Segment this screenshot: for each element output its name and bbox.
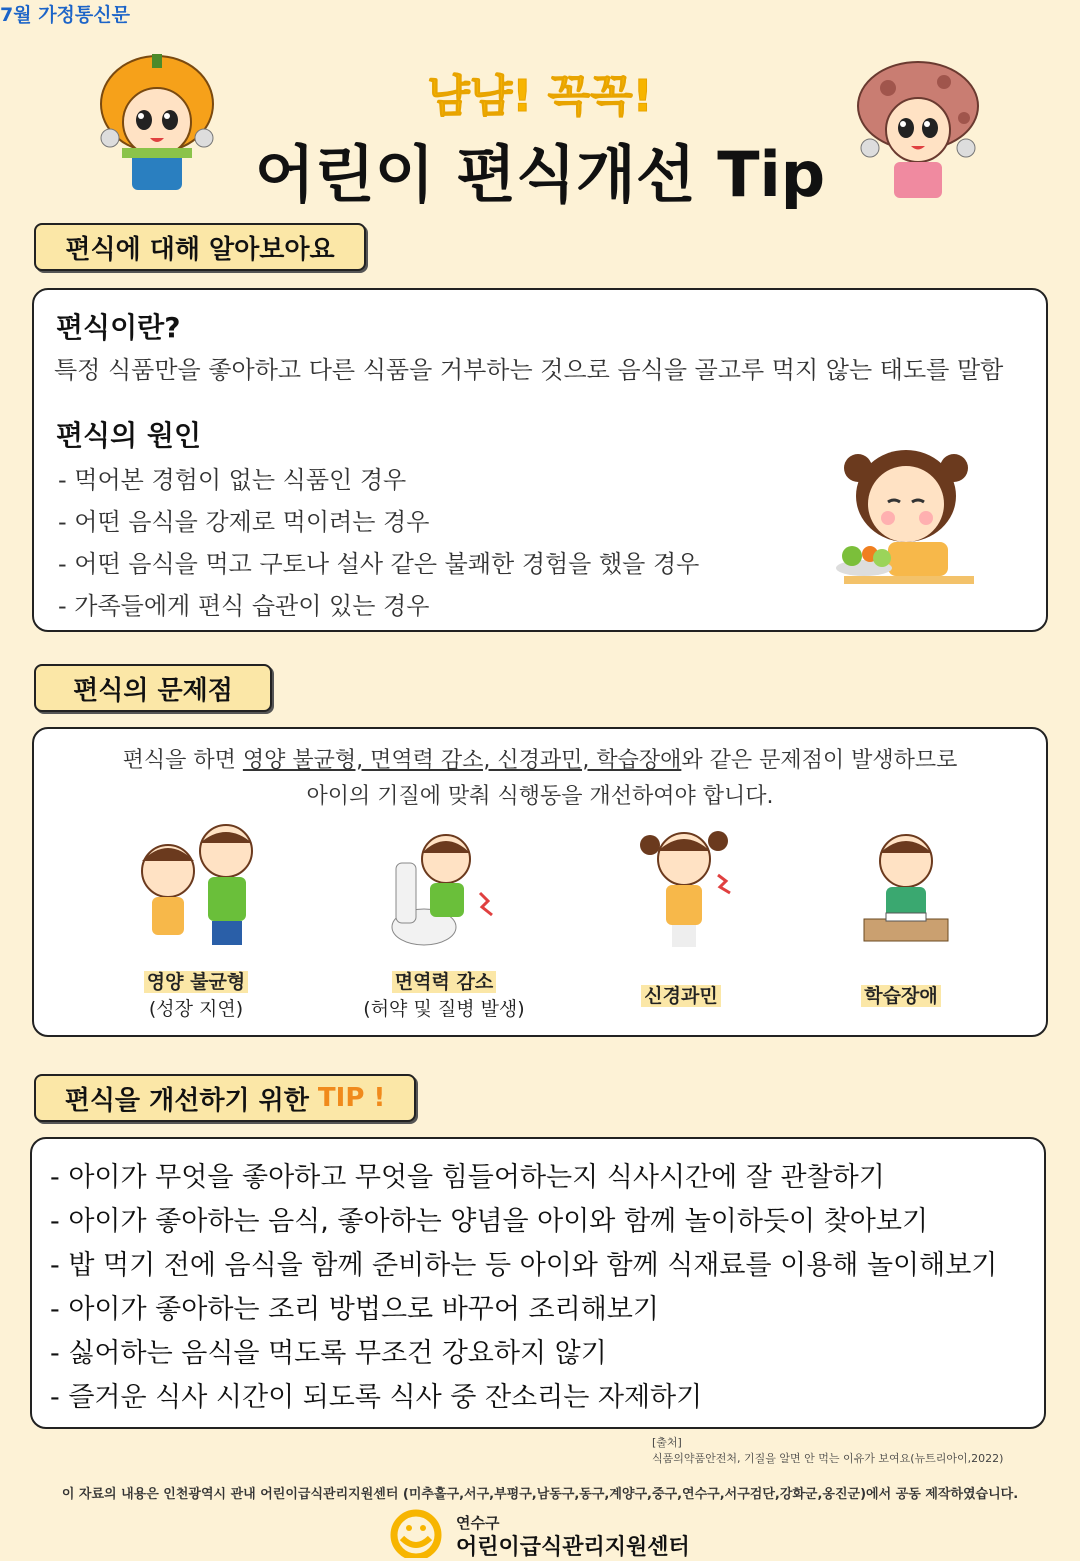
problem-item [126,967,266,1021]
tips-card [30,1137,1046,1429]
irritable-girl-illustration [636,819,756,953]
footer-note: 이 자료의 내용은 인천광역시 관내 어린이급식관리지원센터 (미추홀구,서구,부평구,남동구,동구,계양구,중구,연수구,서구검단,강화군,옹진군)에서 공동 제작하였습니다. [61,1487,1019,1502]
learning-disorder-illustration [856,825,956,949]
problems-intro [34,743,1046,774]
tips-label-accent: TIP ! [317,1083,386,1113]
problem-title: 학습장애 [861,985,940,1007]
what-title: 편식이란? [56,311,181,344]
problem-title: 면역력 감소 [392,971,496,993]
headline-small: 냠냠! 꼭꼭! [427,71,653,122]
problem-item [846,981,956,1008]
what-text: 특정 식품만을 좋아하고 다른 식품을 거부하는 것으로 음식을 골고루 먹지 않는 태도를 말함 [54,356,1004,384]
problem-sub: (성장 지연) [148,998,244,1020]
problem-title: 영양 불균형 [144,971,248,993]
cause-title: 편식의 원인 [56,419,201,452]
org-district: 연수구 [456,1514,500,1532]
cause-item: - 어떤 음식을 먹고 구토나 설사 같은 불쾌한 경험을 했을 경우 [58,550,700,578]
picky-girl-illustration [804,438,984,588]
section-label-tips [34,1074,416,1122]
section-label-about: 편식에 대해 알아보아요 [34,223,366,271]
tips-label-text: 편식을 개선하기 위한 [64,1085,309,1116]
problem-sub: (허약 및 질병 발생) [363,998,525,1020]
low-immunity-illustration [384,823,504,953]
org-name: 어린이급식관리지원센터 [456,1535,690,1560]
newsletter-tag: 7월 가정통신문 [0,4,130,26]
intro-terms: 영양 불균형, 면역력 감소, 신경과민, 학습장애 [242,748,682,773]
tip-item: - 싫어하는 음식을 먹도록 무조건 강요하지 않기 [50,1338,607,1369]
tip-item: - 아이가 좋아하는 조리 방법으로 바꾸어 조리해보기 [50,1294,659,1325]
cause-item: - 먹어본 경험이 없는 식품인 경우 [58,466,407,494]
problems-card [32,727,1048,1037]
problem-item [344,967,544,1021]
problem-item [626,981,736,1008]
center-logo-icon [388,1508,444,1558]
tip-item: - 아이가 무엇을 좋아하고 무엇을 힘들어하는지 식사시간에 잘 관찰하기 [50,1162,885,1193]
growth-delay-illustration [126,821,266,951]
source-text: 식품의약품안전처, 기질을 알면 안 먹는 이유가 보여요(뉴트리아이,2022) [652,1452,1004,1465]
tip-item: - 밥 먹기 전에 음식을 함께 준비하는 등 아이와 함께 식재료를 이용해 놀이해보기 [50,1250,998,1281]
intro-prefix: 편식을 하면 [122,748,243,773]
intro-suffix: 와 같은 문제점이 발생하므로 [681,748,958,773]
problems-intro-line2: 아이의 기질에 맞춰 식행동을 개선하여야 합니다. [306,784,774,809]
source-label: [출처] [652,1436,682,1449]
problem-title: 신경과민 [641,985,720,1007]
about-card [32,288,1048,632]
tip-item: - 아이가 좋아하는 음식, 좋아하는 양념을 아이와 함께 놀이하듯이 찾아보기 [50,1206,929,1237]
tip-item: - 즐거운 식사 시간이 되도록 식사 중 잔소리는 자제하기 [50,1382,703,1413]
cause-item: - 어떤 음식을 강제로 먹이려는 경우 [58,508,430,536]
section-label-problems: 편식의 문제점 [34,664,272,712]
cause-item: - 가족들에게 편식 습관이 있는 경우 [58,592,430,620]
headline-main: 어린이 편식개선 Tip [254,138,826,211]
